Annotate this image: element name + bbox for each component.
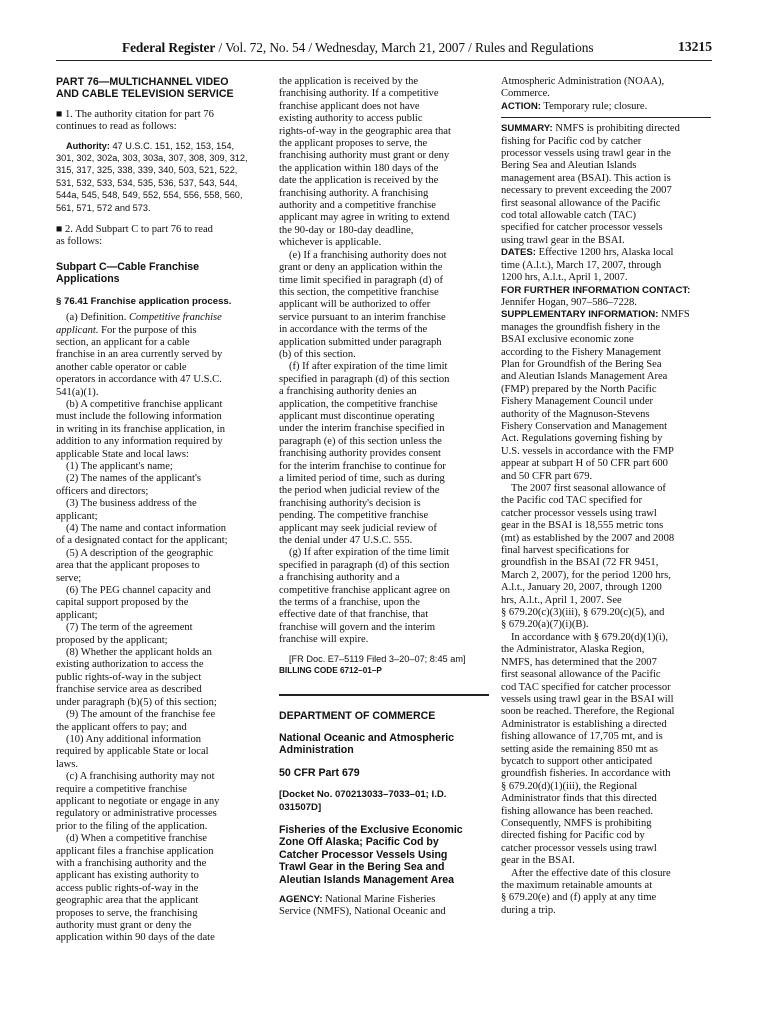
paragraph-b-items: (1) The applicant's name; (2) The names of the applicant's officers and directors; (3) The business address of the applicant; (4) The name and contact information of a designated contact for the applicant; (5) A description of the geographic area that the applicant proposes to serve; (6) The PEG channel capacity and capital support proposed by the applicant; (7) The term of the agreement proposed by the applicant; (8) Whether the applicant holds an existing authorization to access the public rights-of-way in the subject franchise service area as described under paragraph (b)(5) of this section; (9) The amount of the franchise fee the applicant offers to pay; and (10) Any additional information required by applicable State or local laws. xyxy=(56,460,228,770)
rule-title: Fisheries of the Exclusive Economic Zone Off Alaska; Pacific Cod by Catcher Processor Vessels Using Trawl Gear in the Bering Sea and Aleutian Islands Management Area xyxy=(279,823,463,886)
contact-paragraph: FOR FURTHER INFORMATION CONTACT: Jennifer Hogan, 907–586–7228. xyxy=(501,285,711,310)
amendatory-instruction-1: ■ 1. The authority citation for part 76 continues to read as follows: xyxy=(56,108,214,133)
column-1 xyxy=(56,76,266,945)
issue-details: / Vol. 72, No. 54 / Wednesday, March 21, 2007 / Rules and Regulations xyxy=(215,40,594,55)
cfr-part-heading: 50 CFR Part 679 xyxy=(279,766,360,779)
summary-paragraph: SUMMARY: NMFS is prohibiting directed fishing for Pacific cod by catcher processor vessels using trawl gear in the Bering Sea and Aleutian Islands management area (BSAI). This action is necessary to prevent exceeding the 2007 first seasonal allowance of the Pacific cod total allowable catch (TAC) specified for catcher processor vessels using trawl gear in the BSAI. xyxy=(501,123,680,246)
contact-label: FOR FURTHER INFORMATION CONTACT: xyxy=(501,284,691,296)
authority-citation: Authority: 47 U.S.C. 151, 152, 153, 154, 301, 302, 302a, 303, 303a, 307, 308, 309, 312, 315, 317, 325, 338, 339, 340, 503, 521, 522, 531, 532, 533, 534, 535, 536, 537, 543, 544, 544a, 545, 548, 549, 552, 554, 556, 558, 560, 561, 571, 572 and 573. xyxy=(56,140,248,213)
paragraph-c: (c) A franchising authority may not require a competitive franchise applicant to negotiate or engage in any regulatory or administrative processes prior to the filing of the application. xyxy=(56,771,220,832)
journal-name: Federal Register xyxy=(122,40,216,55)
department-heading: DEPARTMENT OF COMMERCE xyxy=(279,709,436,722)
section-divider xyxy=(279,694,489,696)
running-header xyxy=(56,40,712,61)
paragraph-closure: After the effective date of this closure the maximum retainable amounts at § 679.20(e) and (f) apply at any time during a trip. xyxy=(501,867,671,916)
column-3 xyxy=(501,76,711,917)
dates-paragraph: DATES: Effective 1200 hrs, Alaska local time (A.l.t.), March 17, 2007, through 1200 hrs, A.l.t., April 1, 2007. xyxy=(501,247,674,284)
paragraph-determination: In accordance with § 679.20(d)(1)(i), the Administrator, Alaska Region, NMFS, has determined that the 2007 first seasonal allowance of the Pacific cod TAC specified for catcher processor vessels using trawl gear in the BSAI will soon be reached. Therefore, the Regional Administrator is establishing a directed fishing allowance of 17,705 mt, and is setting aside the remaining 850 mt as bycatch to support other anticipated groundfish fisheries. In accordance with § 679.20(d)(1)(iii), the Regional Administrator finds that this directed fishing allowance has been reached. Consequently, NMFS is prohibiting directed fishing for Pacific cod by catcher processor vessels using trawl gear in the BSAI. xyxy=(501,631,675,867)
paragraph-tac: The 2007 first seasonal allowance of the Pacific cod TAC specified for catcher processor vessels using trawl gear in the BSAI is 18,555 metric tons (mt) as established by the 2007 and 2008 final harvest specifications for groundfish in the BSAI (72 FR 9451, March 2, 2007), for the period 1200 hrs, A.l.t., January 20, 2007, through 1200 hrs, A.l.t., April 1, 2007. See § 679.20(c)(3)(iii), § 679.20(c)(5), and § 679.20(a)(7)(i)(B). xyxy=(501,483,675,631)
header-citation xyxy=(122,40,593,56)
amendatory-instruction-2: ■ 2. Add Subpart C to part 76 to read as follows: xyxy=(56,224,213,248)
agency-continued: Atmospheric Administration (NOAA), Commerce. xyxy=(501,76,665,100)
supplementary-label: SUPPLEMENTARY INFORMATION: xyxy=(501,309,659,321)
paragraph-d-continued: the application is received by the franchising authority. If a competitive franchise applicant does not have existing authority to access public rights-of-way in the geographic area that the applicant proposes to serve, the franchising authority must grant or deny the application within 180 days of the date the application is received by the franchising authority. A franchising authority and a competitive franchise applicant may agree in writing to extend the 90-day or 180-day deadline, whichever is applicable. xyxy=(279,76,451,249)
agency-heading: National Oceanic and Atmospheric Administration xyxy=(279,731,455,757)
action-paragraph: ACTION: Temporary rule; closure. xyxy=(501,100,648,112)
paragraph-e: (e) If a franchising authority does not grant or deny an application within the time limit specified in paragraph (d) of this section, the competitive franchise applicant will be authorized to offer service pursuant to an interim franchise in accordance with the terms of the application submitted under paragraph (b) of this section. xyxy=(279,249,447,360)
supplementary-paragraph: SUPPLEMENTARY INFORMATION: NMFS manages the groundfish fishery in the BSAI exclusive economic zone according to the Fishery Management Plan for Groundfish of the Bering Sea and Aleutian Islands Management Area (FMP) prepared by the North Pacific Fishery Management Council under authority of the Magnuson-Stevens Fishery Conservation and Management Act. Regulations governing fishing by U.S. vessels in accordance with the FMP appear at subpart H of 50 CFR part 600 and 50 CFR part 679. xyxy=(501,309,690,482)
authority-label: Authority: xyxy=(66,140,110,151)
paragraph-g: (g) If after expiration of the time limit specified in paragraph (d) of this section a franchising authority and a competitive franchise applicant agree on the terms of a franchise, upon the effective date of that franchise, that franchise will govern and the interim franchise will expire. xyxy=(279,547,451,646)
section-heading: § 76.41 Franchise application process. xyxy=(56,295,232,307)
divider xyxy=(501,117,711,118)
paragraph-b: (b) A competitive franchise applicant must include the following information in writing in its franchise application, in addition to any information required by applicable State and local laws: xyxy=(56,398,226,460)
dates-label: DATES: xyxy=(501,247,536,259)
billing-code: BILLING CODE 6712–01–P xyxy=(279,666,382,676)
subpart-heading: Subpart C—Cable Franchise Applications xyxy=(56,260,200,286)
part-heading: PART 76—MULTICHANNEL VIDEO AND CABLE TELEVISION SERVICE xyxy=(56,76,234,101)
paragraph-d: (d) When a competitive franchise applicant files a franchise application with a franchising authority and the applicant has existing authority to access public rights-of-way in the geographic area that the applicant proposes to serve, the franchising authority must grant or deny the application within 90 days of the date xyxy=(56,833,215,944)
fr-doc-line: [FR Doc. E7–5119 Filed 3–20–07; 8:45 am] xyxy=(289,653,466,664)
agency-paragraph: AGENCY: National Marine Fisheries Service (NMFS), National Oceanic and xyxy=(279,893,446,918)
page-number: 13215 xyxy=(678,39,712,54)
docket-number: [Docket No. 070213033–7033–01; I.D. 031507D] xyxy=(279,789,447,813)
paragraph-f: (f) If after expiration of the time limit specified in paragraph (d) of this section a franchising authority denies an application, the competitive franchise applicant must discontinue operating under the interim franchise specified in paragraph (e) of this section unless the franchising authority provides consent for the interim franchise to continue for a limited period of time, such as during the period when judicial review of the franchising authority's decision is pending. The competitive franchise applicant may seek judicial review of the denial under 47 U.S.C. 555. xyxy=(279,361,450,547)
summary-label: SUMMARY: xyxy=(501,123,553,135)
column-2 xyxy=(279,76,489,919)
paragraph-a: (a) Definition. Competitive franchise applicant. For the purpose of this section, an applicant for a cable franchise in an area currently served by another cable operator or cable operators in accordance with 47 U.S.C. 541(a)(1). xyxy=(56,312,223,398)
action-label: ACTION: xyxy=(501,100,541,112)
agency-label: AGENCY: xyxy=(279,893,323,905)
